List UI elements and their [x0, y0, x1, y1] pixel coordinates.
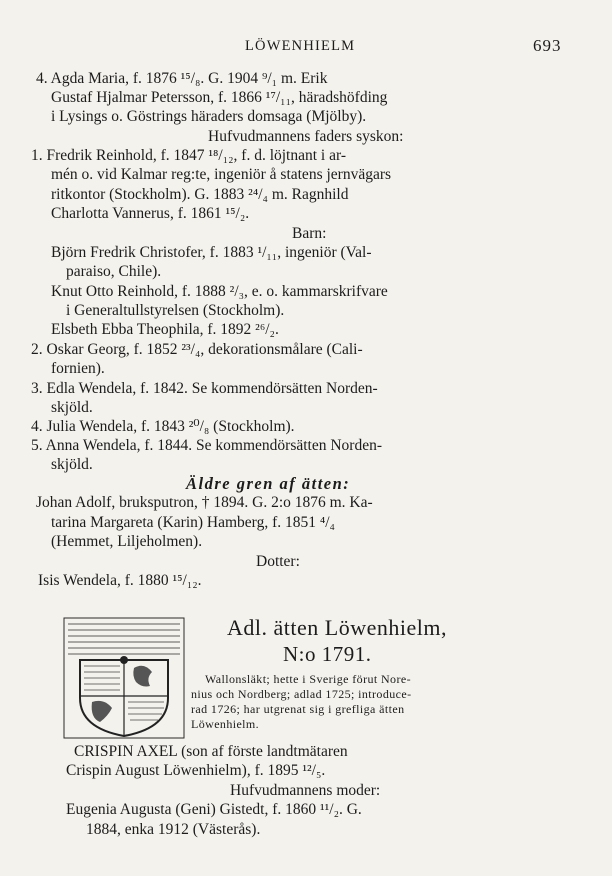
entry-line: tarina Margareta (Karin) Hamberg, f. 1851 ⁴/₄	[51, 514, 335, 531]
entry-line: Björn Fredrik Christofer, f. 1883 ¹/₁₁, ingeniör (Val-	[51, 244, 372, 261]
entry-line: Johan Adolf, bruksputron, † 1894. G. 2:o 1876 m. Ka-	[36, 494, 373, 511]
description-line: Löwenhielm.	[191, 717, 260, 731]
section-number: N:o 1791.	[283, 642, 372, 666]
description-line: Wallonsläkt; hette i Sverige förut Nore-	[205, 672, 411, 686]
entry-line: skjöld.	[51, 399, 93, 416]
entry-line: mén o. vid Kalmar reg:te, ingeniör å statens jernvägars	[51, 166, 392, 183]
section-heading: Äldre gren af ätten:	[186, 474, 351, 493]
entry-line: Hufvudmannens moder:	[230, 782, 381, 799]
entry-line: 5. Anna Wendela, f. 1844. Se kommendörsätten Norden-	[31, 437, 383, 454]
entry-line: (Hemmet, Liljeholmen).	[51, 533, 203, 550]
section-title: Adl. ätten Löwenhielm,	[227, 615, 447, 640]
entry-line: Elsbeth Ebba Theophila, f. 1892 ²⁶/₂.	[51, 321, 279, 338]
description-line: rad 1726; har utgrenat sig i grefliga ätten	[191, 702, 405, 716]
coat-of-arms-icon	[62, 616, 186, 740]
entry-line: i Generaltullstyrelsen (Stockholm).	[66, 302, 285, 319]
page-number: 693	[533, 36, 562, 55]
entry-line: Barn:	[292, 225, 327, 242]
entry-line: CRISPIN AXEL (son af förste landtmätaren	[74, 743, 348, 760]
entry-line: Crispin August Löwenhielm), f. 1895 ¹²/₅.	[66, 762, 326, 779]
entry-line: Gustaf Hjalmar Petersson, f. 1866 ¹⁷/₁₁, häradshöfding	[51, 89, 388, 106]
entry-line: Eugenia Augusta (Geni) Gistedt, f. 1860 ¹¹/₂. G.	[66, 801, 362, 818]
entry-line: fornien).	[51, 360, 105, 377]
entry-line: Isis Wendela, f. 1880 ¹⁵/₁₂.	[38, 572, 202, 589]
entry-line: ritkontor (Stockholm). G. 1883 ²⁴/₄ m. Ragnhild	[51, 186, 349, 203]
entry-line: 1. Fredrik Reinhold, f. 1847 ¹⁸/₁₂, f. d. löjtnant i ar-	[31, 147, 347, 164]
description-line: nius och Nordberg; adlad 1725; introduce-	[191, 687, 412, 701]
entry-line: 2. Oskar Georg, f. 1852 ²³/₄, dekorationsmålare (Cali-	[31, 341, 363, 358]
entry-line: Charlotta Vannerus, f. 1861 ¹⁵/₂.	[51, 205, 250, 222]
entry-line: 4. Julia Wendela, f. 1843 ²⁰/₈ (Stockholm).	[31, 418, 295, 435]
entry-line: Knut Otto Reinhold, f. 1888 ²/₃, e. o. kammarskrifvare	[51, 283, 388, 300]
entry-line: 1884, enka 1912 (Västerås).	[86, 821, 261, 838]
entry-line: 4. Agda Maria, f. 1876 ¹⁵/₈. G. 1904 ⁹/₁ m. Erik	[36, 70, 328, 87]
entry-line: skjöld.	[51, 456, 93, 473]
entry-line: Hufvudmannens faders syskon:	[208, 128, 404, 145]
entry-line: paraiso, Chile).	[66, 263, 162, 280]
running-header: LÖWENHIELM	[245, 38, 356, 54]
entry-line: Dotter:	[256, 553, 300, 570]
entry-line: i Lysings o. Göstrings häraders domsaga (Mjölby).	[51, 108, 367, 125]
entry-line: 3. Edla Wendela, f. 1842. Se kommendörsätten Norden-	[31, 380, 378, 397]
